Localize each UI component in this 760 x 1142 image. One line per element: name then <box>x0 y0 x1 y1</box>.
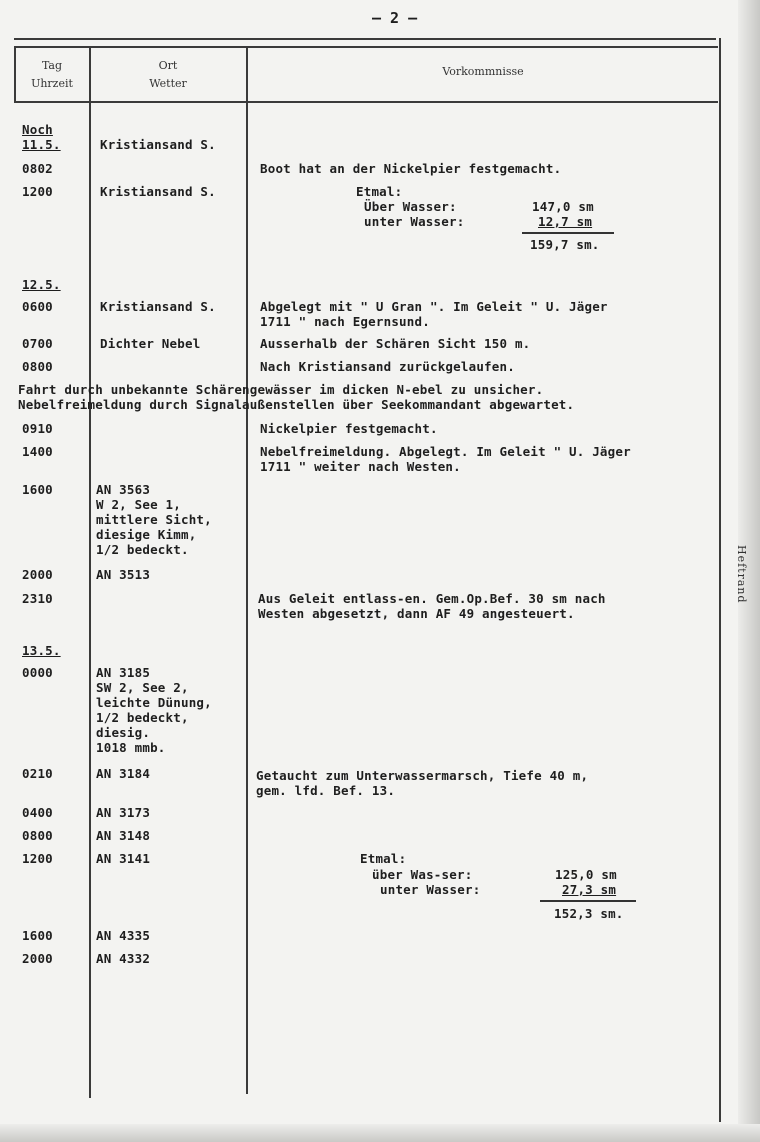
etmal-unter-label: unter Wasser: <box>364 214 465 229</box>
time-cell: 0210 <box>22 766 53 781</box>
etmal-label: Etmal: <box>360 851 407 866</box>
ort-text: AN 3513 <box>96 567 151 582</box>
ort-text: AN 3563 <box>96 482 151 497</box>
date-11-5: 11.5. <box>22 137 61 152</box>
event-text: gem. lfd. Bef. 13. <box>256 783 396 798</box>
etmal-ueber-value: 125,0 sm <box>555 867 617 882</box>
time-cell: 0700 <box>22 336 53 351</box>
etmal-total: 152,3 sm. <box>554 906 624 921</box>
event-text: Nebelfreimeldung. Abgelegt. Im Geleit " U. Jäger <box>260 444 631 459</box>
time-cell: 1200 <box>22 851 53 866</box>
page-number: – 2 – <box>372 9 418 27</box>
event-text: Westen abgesetzt, dann AF 49 angesteuert. <box>258 606 575 621</box>
date-12-5: 12.5. <box>22 277 61 292</box>
date-13-5: 13.5. <box>22 643 61 658</box>
header-ort-wetter <box>92 57 244 93</box>
time-cell: 2310 <box>22 591 53 606</box>
event-text: 1711 " nach Egernsund. <box>260 314 430 329</box>
header-tag-uhrzeit <box>16 57 88 93</box>
header-uhrzeit: Uhrzeit <box>31 77 73 90</box>
time-cell: 1600 <box>22 482 53 497</box>
time-cell: 1400 <box>22 444 53 459</box>
etmal-unter-value: 12,7 sm <box>538 214 593 229</box>
etmal-unter-label: unter Wasser: <box>380 882 481 897</box>
event-text: Ausserhalb der Schären Sicht 150 m. <box>260 336 531 351</box>
ort-text: Kristiansand S. <box>100 299 216 314</box>
table-top-rule <box>14 38 716 40</box>
event-text: Aus Geleit entlass-en. Gem.Op.Bef. 30 sm nach <box>258 591 606 606</box>
header-ort: Ort <box>158 59 178 72</box>
ort-text: AN 3141 <box>96 851 151 866</box>
event-text: 1711 " weiter nach Westen. <box>260 459 461 474</box>
time-cell: 0802 <box>22 161 53 176</box>
ort-text: AN 3173 <box>96 805 151 820</box>
etmal-ueber-value: 147,0 sm <box>532 199 594 214</box>
full-width-text: Fahrt durch unbekannte Schärengewässer im dicken N-ebel zu unsicher. <box>18 382 544 397</box>
etmal-ueber-label: Über Wasser: <box>364 199 457 214</box>
ort-text: Kristiansand S. <box>100 137 216 152</box>
ort-text: AN 3184 <box>96 766 151 781</box>
time-cell: 0400 <box>22 805 53 820</box>
ort-text: AN 3148 <box>96 828 151 843</box>
time-cell: 1600 <box>22 928 53 943</box>
time-cell: 2000 <box>22 567 53 582</box>
weather-text: leichte Dünung, <box>96 695 212 710</box>
time-cell: 0910 <box>22 421 53 436</box>
time-cell: 2000 <box>22 951 53 966</box>
header-bottom-rule <box>14 101 718 103</box>
weather-text: diesig. <box>96 725 151 740</box>
date-noch: Noch <box>22 122 53 137</box>
time-cell: 0800 <box>22 359 53 374</box>
event-text: Abgelegt mit " U Gran ". Im Geleit " U. Jäger <box>260 299 608 314</box>
etmal-label: Etmal: <box>356 184 403 199</box>
etmal-sum-rule <box>522 232 614 234</box>
weather-text: SW 2, See 2, <box>96 680 189 695</box>
weather-text: 1/2 bedeckt. <box>96 542 189 557</box>
event-text: Nach Kristiansand zurückgelaufen. <box>260 359 515 374</box>
weather-text: diesige Kimm, <box>96 527 197 542</box>
ort-text: AN 4335 <box>96 928 151 943</box>
event-text: Getaucht zum Unterwassermarsch, Tiefe 40 m, <box>256 768 589 783</box>
time-cell: 1200 <box>22 184 53 199</box>
paper-edge-bottom <box>0 1124 760 1142</box>
table-top-rule-inner <box>14 46 718 48</box>
etmal-ueber-label: über Was-ser: <box>372 867 473 882</box>
weather-text: W 2, See 1, <box>96 497 181 512</box>
ort-text: AN 4332 <box>96 951 151 966</box>
column-divider-1 <box>89 46 91 1098</box>
margin-label: Heftrand <box>735 545 748 604</box>
etmal-sum-rule <box>540 900 636 902</box>
time-cell: 0800 <box>22 828 53 843</box>
time-cell: 0600 <box>22 299 53 314</box>
table-right-border <box>719 38 721 1122</box>
etmal-unter-value: 27,3 sm <box>562 882 617 897</box>
weather-text: mittlere Sicht, <box>96 512 212 527</box>
event-text: Nickelpier festgemacht. <box>260 421 438 436</box>
header-wetter: Wetter <box>149 77 187 90</box>
etmal-total: 159,7 sm. <box>530 237 600 252</box>
time-cell: 0000 <box>22 665 53 680</box>
header-tag: Tag <box>41 59 63 72</box>
ort-text: AN 3185 <box>96 665 151 680</box>
ort-text: Kristiansand S. <box>100 184 216 199</box>
full-width-text: Nebelfreimeldung durch Signalaußenstellen über Seekommandant abgewartet. <box>18 397 575 412</box>
weather-text: 1018 mmb. <box>96 740 166 755</box>
weather-text: 1/2 bedeckt, <box>96 710 189 725</box>
ort-text: Dichter Nebel <box>100 336 201 351</box>
column-divider-2 <box>246 46 248 1094</box>
event-text: Boot hat an der Nickelpier festgemacht. <box>260 161 562 176</box>
header-vorkommnisse: Vorkommnisse <box>442 65 524 78</box>
